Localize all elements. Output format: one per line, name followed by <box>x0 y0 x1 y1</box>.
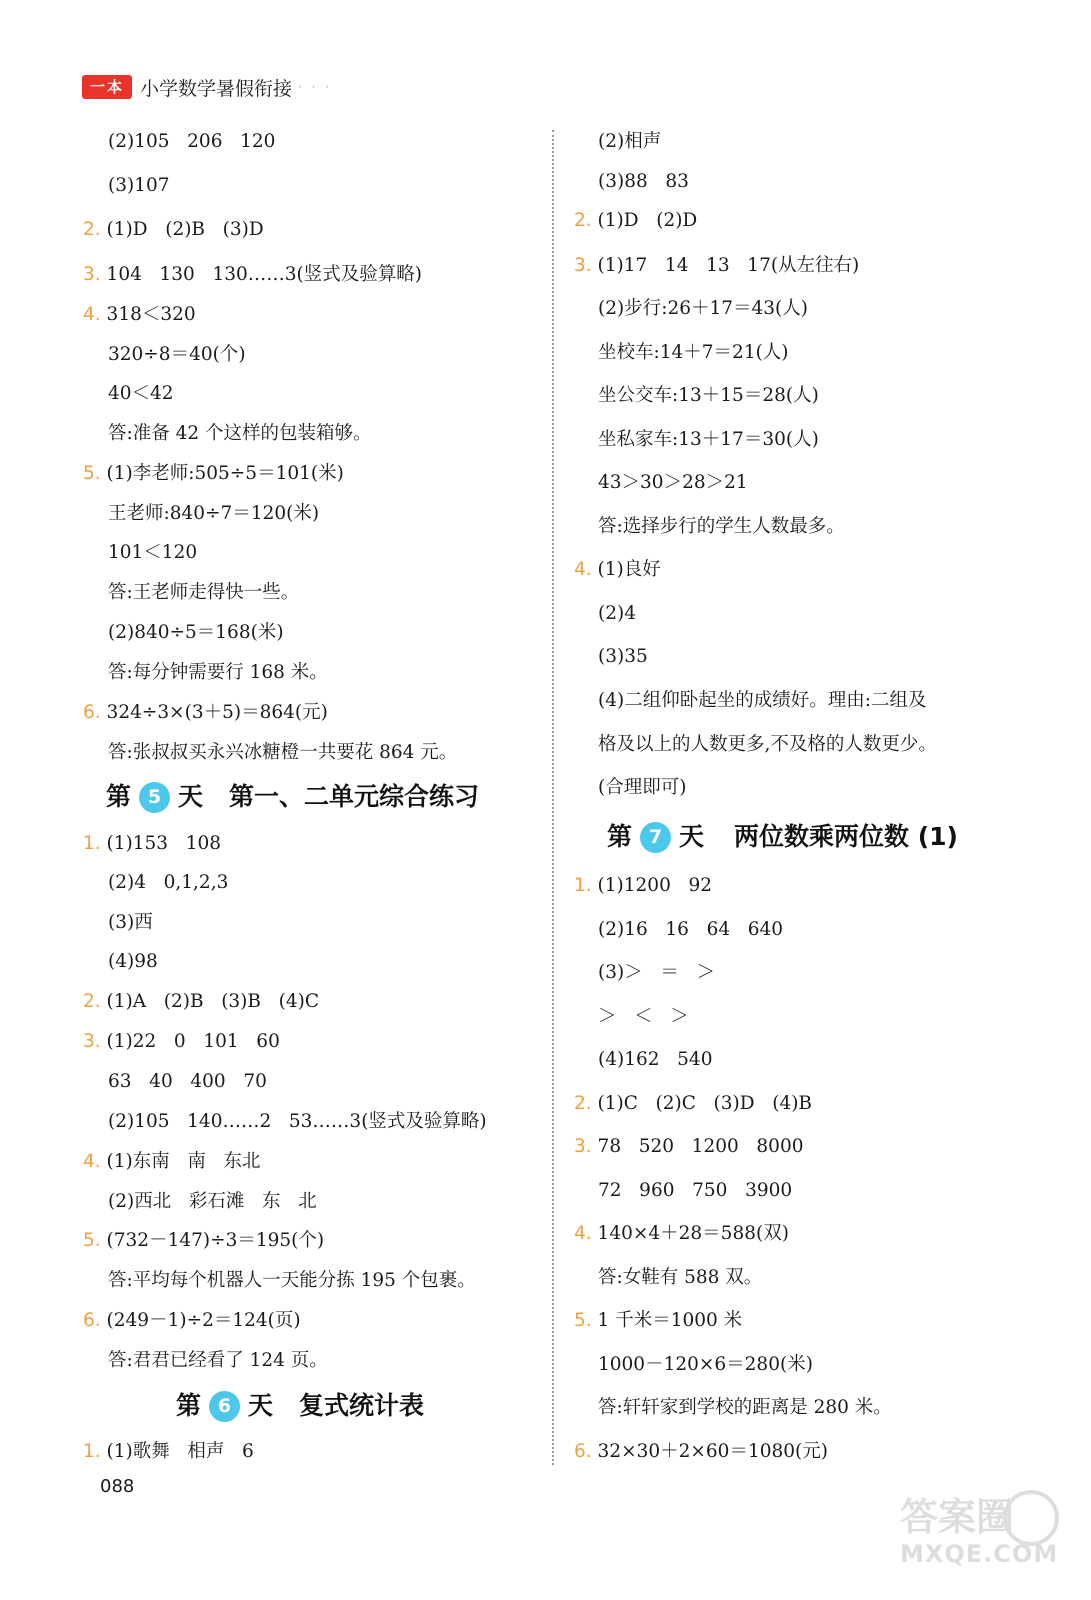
answer-line: (3)＞ ＝ ＞ <box>598 962 715 983</box>
answer-line: 格及以上的人数更多,不及格的人数更少。 <box>598 734 937 755</box>
answer-line: 4. 140×4＋28＝588(双) <box>574 1223 789 1244</box>
answer-line: 答:君君已经看了 124 页。 <box>108 1350 328 1371</box>
answer-line: 答:女鞋有 588 双。 <box>598 1267 763 1288</box>
answer-line: 1. (1)1200 92 <box>574 875 713 896</box>
answer-line: 1. (1)153 108 <box>83 833 222 854</box>
answer-line: 43＞30＞28＞21 <box>598 472 748 493</box>
answer-line: 答:平均每个机器人一天能分拣 195 个包裹。 <box>108 1270 476 1291</box>
answer-line: 72 960 750 3900 <box>598 1180 793 1201</box>
answer-line: (2)105 140……2 53……3(竖式及验算略) <box>108 1111 487 1132</box>
section-title: 第一、二单元综合练习 <box>229 782 480 811</box>
answer-line: 答:张叔叔买永兴冰糖橙一共要花 864 元。 <box>108 742 458 763</box>
answer-line: 3. 104 130 130……3(竖式及验算略) <box>83 264 422 285</box>
section-title: 复式统计表 <box>299 1391 425 1420</box>
answer-line: 答:轩轩家到学校的距离是 280 米。 <box>598 1397 892 1418</box>
answer-line: 答:每分钟需要行 168 米。 <box>108 662 328 683</box>
answer-line: 2. (1)A (2)B (3)B (4)C <box>83 991 319 1012</box>
answer-line: 3. (1)17 14 13 17(从左往右) <box>574 255 860 276</box>
answer-line: (3)107 <box>108 175 170 196</box>
answer-line: ＞ ＜ ＞ <box>598 1006 689 1027</box>
day-number-badge: 7 <box>640 822 671 853</box>
answer-line: 坐私家车:13＋17＝30(人) <box>598 429 819 450</box>
answer-line: (3)35 <box>598 646 648 667</box>
answer-line: 1000－120×6＝280(米) <box>598 1354 813 1375</box>
answer-line: 5. (1)李老师:505÷5＝101(米) <box>83 463 344 484</box>
answer-line: (2)105 206 120 <box>108 131 276 152</box>
answer-line: (2)16 16 64 640 <box>598 919 784 940</box>
answer-line: 坐公交车:13＋15＝28(人) <box>598 385 819 406</box>
answer-line: (4)二组仰卧起坐的成绩好。理由:二组及 <box>598 690 927 711</box>
answer-line: (3)西 <box>108 912 153 933</box>
answer-line: 4. (1)良好 <box>574 559 661 580</box>
answer-line: 2. (1)C (2)C (3)D (4)B <box>574 1093 813 1114</box>
answer-line: 6. 324÷3×(3＋5)＝864(元) <box>83 702 328 723</box>
day-heading: 第 6 天 复式统计表 <box>176 1386 424 1426</box>
answer-line: 答:准备 42 个这样的包装箱够。 <box>108 423 372 444</box>
answer-line: 3. 78 520 1200 8000 <box>574 1136 804 1157</box>
day-heading: 第 5 天 第一、二单元综合练习 <box>106 777 479 817</box>
answer-line: (3)88 83 <box>598 171 689 192</box>
answer-line: 40＜42 <box>108 383 174 404</box>
answer-line: (2)4 0,1,2,3 <box>108 872 229 893</box>
answer-line: 坐校车:14＋7＝21(人) <box>598 342 789 363</box>
answer-line: 6. 32×30＋2×60＝1080(元) <box>574 1441 828 1462</box>
answer-line: 101＜120 <box>108 542 198 563</box>
answer-line: 答:选择步行的学生人数最多。 <box>598 516 845 537</box>
answer-line: 王老师:840÷7＝120(米) <box>108 503 320 524</box>
answer-line: 答:王老师走得快一些。 <box>108 582 300 603</box>
answer-line: (2)相声 <box>598 131 662 152</box>
section-title: 两位数乘两位数 (1) <box>734 822 958 851</box>
answer-line: (4)162 540 <box>598 1049 713 1070</box>
answer-line: (2)步行:26＋17＝43(人) <box>598 298 808 319</box>
series-dots: · · · <box>298 80 333 94</box>
answer-line: 5. 1 千米＝1000 米 <box>574 1310 743 1331</box>
page-header <box>82 74 332 100</box>
column-divider <box>552 130 554 1465</box>
brand-logo: 一本 <box>82 75 132 99</box>
day-number-badge: 5 <box>139 782 170 813</box>
answer-line: (2)840÷5＝168(米) <box>108 622 284 643</box>
answer-line: (4)98 <box>108 951 158 972</box>
answer-line: (合理即可) <box>598 777 687 798</box>
answer-line: 5. (732－147)÷3＝195(个) <box>83 1230 325 1251</box>
answer-line: 2. (1)D (2)B (3)D <box>83 219 264 240</box>
answer-line: 2. (1)D (2)D <box>574 210 698 231</box>
answer-line: 4. (1)东南 南 东北 <box>83 1151 261 1172</box>
answer-line: 3. (1)22 0 101 60 <box>83 1031 280 1052</box>
svg-text:答案圈: 答案圈 <box>900 1495 1015 1539</box>
answer-line: 6. (249－1)÷2＝124(页) <box>83 1310 301 1331</box>
answer-line: (2)西北 彩石滩 东 北 <box>108 1191 317 1212</box>
day-number-badge: 6 <box>209 1391 240 1422</box>
answer-line: 4. 318＜320 <box>83 304 196 325</box>
series-title: 小学数学暑假衔接 <box>140 77 293 100</box>
answer-line: 320÷8＝40(个) <box>108 344 246 365</box>
answer-line: 63 40 400 70 <box>108 1071 267 1092</box>
day-heading: 第 7 天 两位数乘两位数 (1) <box>607 817 958 857</box>
answer-line: 1. (1)歌舞 相声 6 <box>83 1441 254 1462</box>
svg-text:MXQE.COM: MXQE.COM <box>900 1540 1059 1566</box>
page-number: 088 <box>100 1476 135 1497</box>
watermark-logo <box>896 1486 1066 1566</box>
answer-line: (2)4 <box>598 603 636 624</box>
